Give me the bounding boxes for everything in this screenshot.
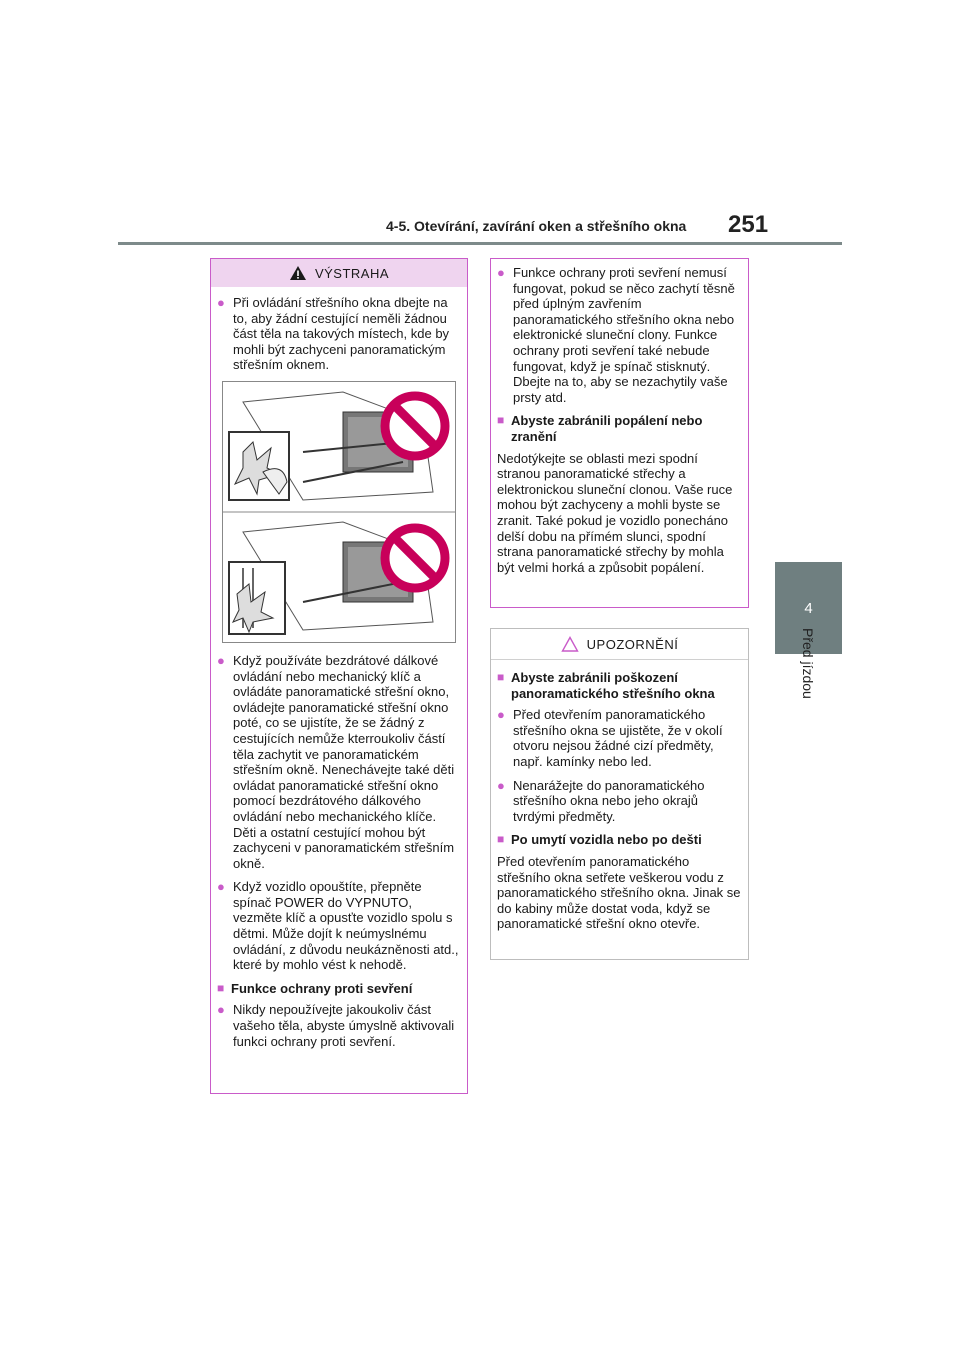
notice-box	[490, 628, 749, 960]
bullet-icon: ●	[217, 652, 225, 668]
bullet-icon: ●	[497, 777, 505, 793]
notice-header	[491, 629, 748, 660]
warning-box-continued	[490, 258, 749, 608]
warning-header	[211, 259, 467, 287]
square-bullet-icon: ■	[497, 670, 505, 684]
bullet-icon: ●	[497, 707, 505, 723]
bullet-icon: ●	[217, 1002, 225, 1018]
sub-heading: ■ Abyste zabránili popálení nebo zranění	[497, 413, 703, 444]
sub-heading: ■ Funkce ochrany proti sevření	[217, 980, 413, 996]
square-bullet-icon: ■	[497, 413, 505, 428]
sub-heading: ■ Po umytí vozidla nebo po dešti	[497, 832, 702, 848]
list-item: ● Funkce ochrany proti sevření nemusí fungovat, pokud se něco zachytí těsně před úplným zavřením panoramatického střešního okna nebo elektronické sluneční clony. Funkce ochrany proti sevření také nebude fungovat, když je spínač stisknutý. Dbejte na to, aby se nezachytily vaše prsty atd.	[497, 265, 735, 405]
warning-heading: VÝSTRAHA	[314, 265, 390, 281]
bullet-icon: ●	[217, 879, 225, 895]
list-item: ● Když používáte bezdrátové dálkové ovládání nebo mechanický klíč a ovládáte panoramatické střešní okno, ovládejte panoramatické střešní okno poté, co se ujistíte, že se žádný z cestujících nemůže kterroukoliv částí těla zachytit ve panoramatickém střešním okně. Nenechávejte také děti ovládat panoramatické střešní okno pomocí bezdrátového dálkového ovládání nebo mechanického klíče. Děti a ostatní cestující mohou být zachyceni v panoramatickém střešním okně.	[217, 652, 455, 871]
list-item: ● Nenarážejte do panoramatického střešního okna nebo jeho okrajů tvrdými předměty.	[497, 777, 705, 824]
list-item: ● Když vozidlo opouštíte, přepněte spínač POWER do VYPNUTO, vezměte klíč a opusťte vozidlo spolu s dětmi. Může dojít k neúmyslnému ovládání, z důvodu neukázněnosti atd., které by mohlo vést k nehodě.	[217, 879, 459, 973]
square-bullet-icon: ■	[497, 832, 505, 847]
header-title: 4-5. Otevírání, zavírání oken a střešního okna	[386, 218, 687, 234]
bullet-icon: ●	[497, 265, 505, 280]
caution-triangle-icon	[561, 636, 579, 652]
bullet-icon: ●	[217, 295, 225, 310]
sub-heading: ■ Abyste zabránili poškození panoramatického střešního okna	[497, 670, 715, 701]
chapter-number: 4	[804, 599, 813, 617]
illustration-svg	[223, 382, 455, 642]
chapter-label: Před jízdou	[800, 628, 816, 699]
list-item: ● Nikdy nepoužívejte jakoukoliv část vašeho těla, abyste úmyslně aktivovali funkci ochrany proti sevření.	[217, 1002, 455, 1049]
list-item: ● Při ovládání střešního okna dbejte na to, aby žádní cestující neměli žádnou část těla na takových místech, kde by mohli být zachyceni panoramatickým střešním oknem.	[217, 295, 450, 373]
warning-box	[210, 258, 468, 1094]
paragraph: Nedotýkejte se oblasti mezi spodní stranou panoramatické střechy a elektronickou sluneční clonou. Vaše ruce mohou být zachyceny a mohli byste se zranit. Také pokud je vozidlo ponecháno delší dobu na přímém slunci, spodní strana panoramatické střechy by mohla být velmi horká a způsobit popálení.	[497, 450, 733, 575]
notice-heading: UPOZORNĚNÍ	[586, 636, 679, 652]
page-number: 251	[728, 211, 769, 238]
pinch-warning-illustration	[222, 381, 456, 643]
header-rule	[118, 242, 842, 245]
warning-triangle-icon	[289, 265, 307, 281]
list-item: ● Před otevřením panoramatického střešního okna se ujistěte, že v okolí otvoru nejsou žádné cizí předměty, např. kamínky nebo led.	[497, 707, 723, 769]
paragraph: Před otevřením panoramatického střešního okna setřete veškerou vodu z panoramatického střešního okna. Jinak se do kabiny může dostat voda, když se panoramatické střešní okno otevře.	[497, 853, 741, 932]
square-bullet-icon: ■	[217, 980, 225, 995]
